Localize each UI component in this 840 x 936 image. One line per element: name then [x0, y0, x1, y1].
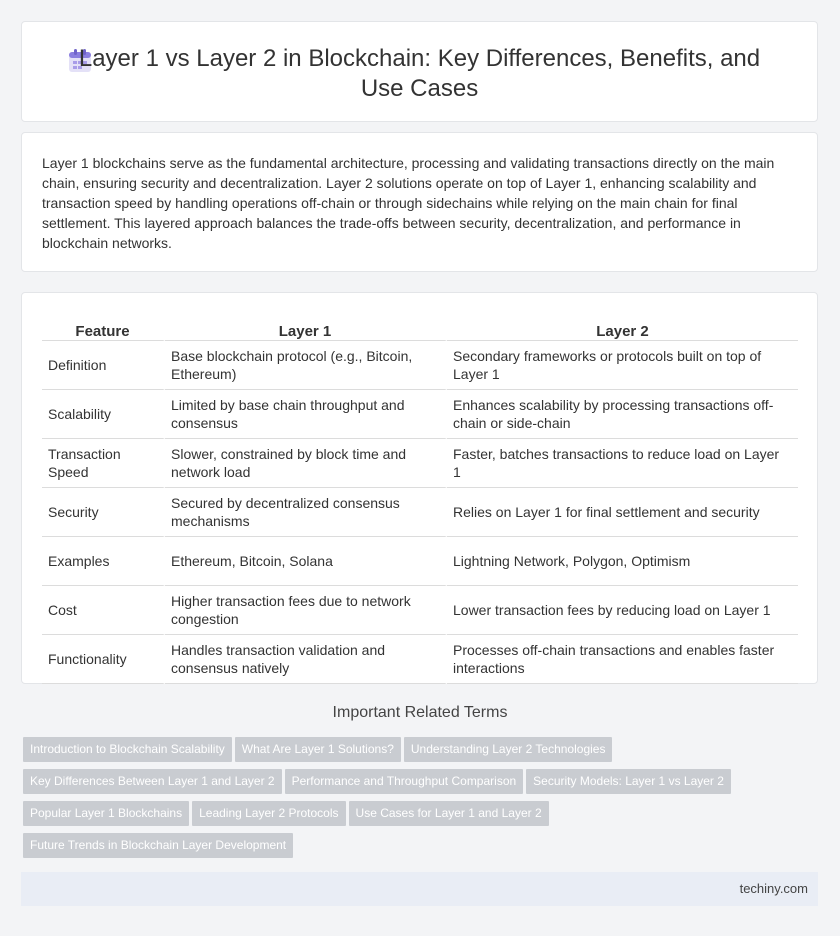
layer-1-cell: Ethereum, Bitcoin, Solana [165, 537, 447, 586]
feature-cell: Transaction Speed [42, 439, 165, 488]
layer-2-cell: Faster, batches transactions to reduce load on Layer 1 [447, 439, 798, 488]
footer [21, 872, 818, 906]
related-term-link[interactable]: Future Trends in Blockchain Layer Development [23, 833, 293, 858]
table-row [42, 341, 798, 390]
header-layer-1: Layer 1 [165, 313, 447, 341]
feature-cell: Definition [42, 341, 165, 390]
table-row [42, 635, 798, 684]
related-terms-title: Important Related Terms [332, 704, 508, 721]
layer-1-cell: Base blockchain protocol (e.g., Bitcoin, Ethereum) [165, 341, 447, 390]
layer-1-cell: Limited by base chain throughput and consensus [165, 390, 447, 439]
feature-cell: Examples [42, 537, 165, 586]
related-term-link[interactable]: Understanding Layer 2 Technologies [404, 737, 613, 762]
related-term-link[interactable]: Key Differences Between Layer 1 and Layer 2 [23, 769, 282, 794]
layer-1-cell: Slower, constrained by block time and network load [165, 439, 447, 488]
table-row [42, 586, 798, 635]
layer-2-cell: Lightning Network, Polygon, Optimism [447, 537, 798, 586]
intro-text: Layer 1 blockchains serve as the fundamental architecture, processing and validating transactions directly on the main chain, ensuring security and decentralization. Layer 2 solutions operate on top of Layer 1, enhancing scalability and transaction speed by handling operations off-chain or through sidechains while relying on the main chain for final settlement. This layered approach balances the trade-offs between security, decentralization, and performance in blockchain networks. [42, 155, 775, 251]
table-header-row [42, 313, 798, 341]
comparison-card [21, 292, 818, 684]
table-row [42, 537, 798, 586]
layer-2-cell: Relies on Layer 1 for final settlement and security [447, 488, 798, 537]
related-term-link[interactable]: Popular Layer 1 Blockchains [23, 801, 189, 826]
table-row [42, 390, 798, 439]
header-layer-2: Layer 2 [447, 313, 798, 341]
related-term-link[interactable]: Security Models: Layer 1 vs Layer 2 [526, 769, 731, 794]
related-term-link[interactable]: What Are Layer 1 Solutions? [235, 737, 401, 762]
header-card [21, 21, 818, 122]
layer-1-cell: Secured by decentralized consensus mechanisms [165, 488, 447, 537]
header-feature: Feature [42, 313, 165, 341]
feature-cell: Cost [42, 586, 165, 635]
feature-cell: Security [42, 488, 165, 537]
related-terms-list [23, 737, 823, 865]
layer-1-cell: Higher transaction fees due to network congestion [165, 586, 447, 635]
layer-2-cell: Lower transaction fees by reducing load on Layer 1 [447, 586, 798, 635]
layer-2-cell: Secondary frameworks or protocols built on top of Layer 1 [447, 341, 798, 390]
table-row [42, 439, 798, 488]
intro-card [21, 132, 818, 272]
footer-brand[interactable]: techiny.com [739, 881, 808, 896]
comparison-table [42, 313, 798, 684]
page-title: Layer 1 vs Layer 2 in Blockchain: Key Differences, Benefits, and Use Cases [78, 45, 761, 102]
related-term-link[interactable]: Leading Layer 2 Protocols [192, 801, 345, 826]
layer-2-cell: Processes off-chain transactions and enables faster interactions [447, 635, 798, 684]
table-row [42, 488, 798, 537]
related-term-link[interactable]: Introduction to Blockchain Scalability [23, 737, 232, 762]
feature-cell: Scalability [42, 390, 165, 439]
related-term-link[interactable]: Use Cases for Layer 1 and Layer 2 [349, 801, 549, 826]
layer-2-cell: Enhances scalability by processing transactions off-chain or side-chain [447, 390, 798, 439]
related-term-link[interactable]: Performance and Throughput Comparison [285, 769, 524, 794]
feature-cell: Functionality [42, 635, 165, 684]
layer-1-cell: Handles transaction validation and consensus natively [165, 635, 447, 684]
